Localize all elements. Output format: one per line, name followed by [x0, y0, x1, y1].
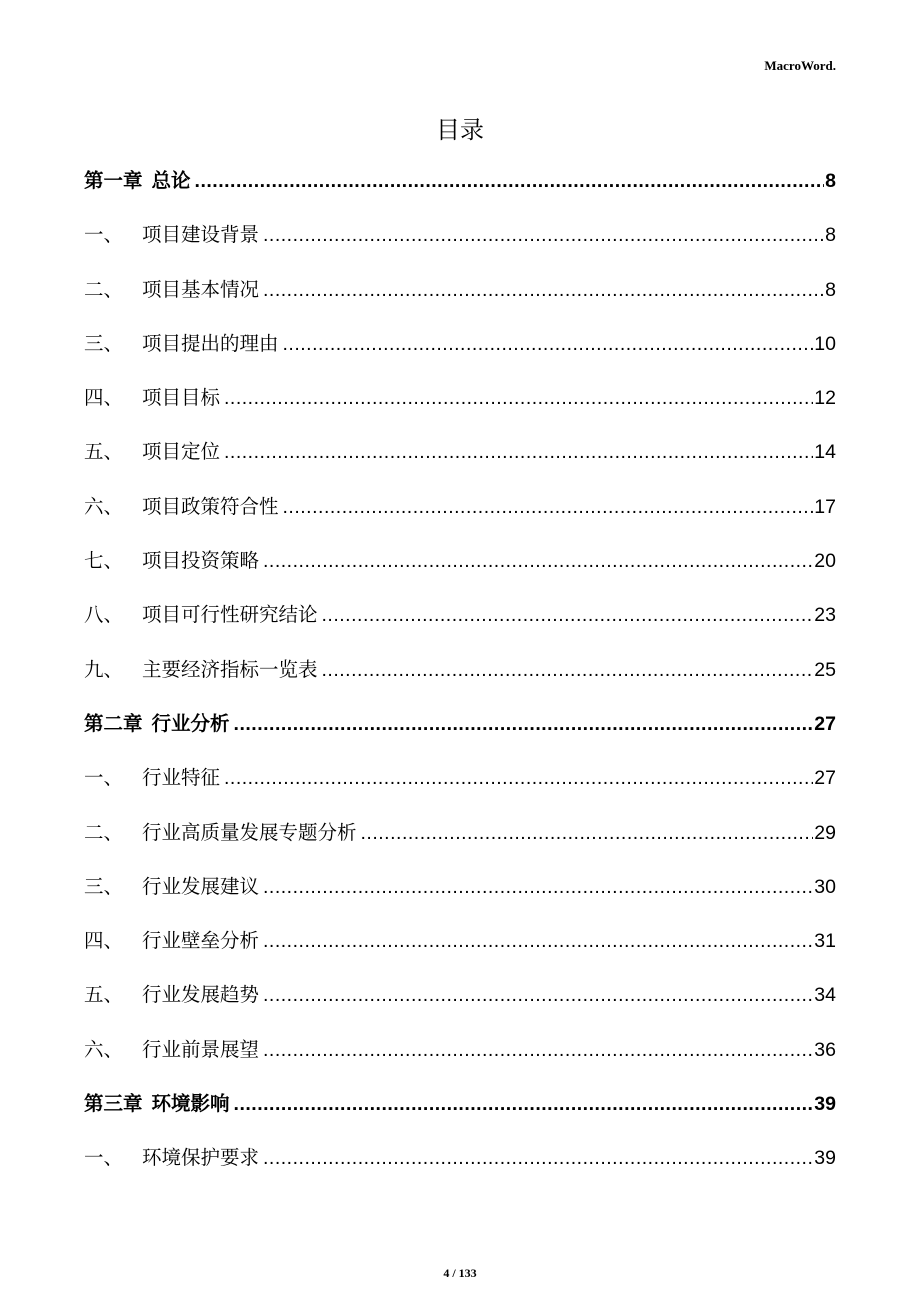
toc-entry-number: 四、 — [84, 929, 124, 953]
toc-entry-number: 一、 — [84, 766, 124, 790]
toc-section-entry[interactable] — [84, 599, 836, 653]
toc-entry-title: 行业分析 — [151, 711, 230, 735]
toc-dot-leader — [234, 713, 814, 736]
toc-section-entry[interactable] — [84, 654, 836, 708]
toc-entry-title: 行业前景展望 — [142, 1037, 260, 1061]
toc-entry-page: 23 — [814, 604, 836, 627]
toc-section-entry[interactable] — [84, 328, 836, 382]
toc-entry-title: 主要经济指标一览表 — [142, 657, 318, 681]
toc-list — [84, 165, 836, 1197]
toc-entry-page: 20 — [814, 550, 836, 573]
toc-section-entry[interactable] — [84, 871, 836, 925]
toc-entry-title: 项目投资策略 — [142, 549, 260, 573]
toc-entry-number: 一、 — [84, 1146, 124, 1170]
toc-entry-title: 总论 — [151, 169, 191, 192]
toc-section-entry[interactable] — [84, 925, 836, 979]
toc-entry-number: 六、 — [84, 494, 124, 518]
toc-entry-number: 六、 — [84, 1037, 124, 1061]
toc-entry-title: 项目政策符合性 — [142, 494, 279, 518]
toc-entry-title: 项目提出的理由 — [142, 331, 279, 355]
toc-entry-page: 8 — [825, 278, 836, 301]
toc-entry-number: 三、 — [84, 331, 124, 355]
toc-entry-page: 29 — [814, 821, 836, 844]
toc-entry-number: 第二章 — [84, 711, 143, 735]
toc-entry-page: 8 — [825, 170, 836, 192]
toc-entry-title: 行业发展建议 — [142, 874, 260, 898]
toc-dot-leader — [322, 659, 814, 682]
toc-entry-number: 五、 — [84, 983, 124, 1007]
toc-section-entry[interactable] — [84, 762, 836, 816]
toc-entry-number: 二、 — [84, 277, 124, 301]
toc-entry-page: 39 — [814, 1093, 836, 1116]
toc-section-entry[interactable] — [84, 274, 836, 328]
toc-entry-page: 12 — [814, 387, 836, 410]
toc-entry-title: 行业壁垒分析 — [142, 929, 260, 953]
toc-section-entry[interactable] — [84, 979, 836, 1033]
toc-dot-leader — [195, 170, 825, 193]
toc-entry-page: 17 — [814, 495, 836, 518]
toc-dot-leader — [263, 1147, 813, 1170]
toc-section-entry[interactable] — [84, 817, 836, 871]
header-brand: MacroWord. — [764, 58, 836, 73]
toc-section-entry[interactable] — [84, 491, 836, 545]
toc-dot-leader — [263, 224, 824, 247]
toc-entry-page: 25 — [814, 658, 836, 681]
toc-dot-leader — [224, 441, 813, 464]
toc-section-entry[interactable] — [84, 219, 836, 273]
toc-entry-page: 8 — [825, 224, 836, 247]
footer-page-indicator: 4 / 133 — [443, 1266, 477, 1280]
toc-entry-title: 项目可行性研究结论 — [142, 603, 318, 627]
toc-section-entry[interactable] — [84, 545, 836, 599]
toc-entry-page: 10 — [814, 332, 836, 355]
toc-entry-title: 行业特征 — [142, 766, 221, 790]
toc-dot-leader — [263, 550, 813, 573]
toc-chapter-entry[interactable] — [84, 708, 836, 762]
toc-entry-page: 39 — [814, 1147, 836, 1170]
toc-section-entry[interactable] — [84, 436, 836, 490]
toc-dot-leader — [361, 822, 814, 845]
toc-entry-title: 项目目标 — [142, 386, 221, 410]
toc-entry-title: 环境保护要求 — [142, 1146, 260, 1170]
toc-entry-title: 项目建设背景 — [142, 223, 260, 247]
toc-section-entry[interactable] — [84, 1034, 836, 1088]
toc-entry-number: 八、 — [84, 603, 124, 627]
toc-entry-title: 行业高质量发展专题分析 — [142, 820, 357, 844]
toc-dot-leader — [224, 387, 813, 410]
toc-title: 目录 — [436, 116, 484, 144]
toc-dot-leader — [283, 333, 814, 356]
toc-chapter-entry[interactable] — [84, 165, 836, 219]
toc-entry-page: 27 — [814, 712, 836, 735]
toc-entry-number: 第三章 — [84, 1092, 143, 1116]
toc-dot-leader — [263, 984, 813, 1007]
toc-entry-number: 二、 — [84, 820, 124, 844]
toc-entry-title: 项目基本情况 — [142, 277, 260, 301]
toc-entry-page: 14 — [814, 441, 836, 464]
toc-entry-title: 环境影响 — [151, 1092, 230, 1116]
toc-dot-leader — [263, 279, 824, 302]
toc-entry-number: 第一章 — [84, 169, 143, 192]
toc-entry-page: 34 — [814, 984, 836, 1007]
toc-entry-number: 四、 — [84, 386, 124, 410]
toc-chapter-entry[interactable] — [84, 1088, 836, 1142]
toc-dot-leader — [322, 604, 814, 627]
toc-dot-leader — [283, 496, 814, 519]
toc-entry-page: 36 — [814, 1038, 836, 1061]
toc-entry-title: 行业发展趋势 — [142, 983, 260, 1007]
toc-entry-number: 三、 — [84, 874, 124, 898]
toc-dot-leader — [224, 767, 813, 790]
toc-entry-page: 27 — [814, 767, 836, 790]
toc-entry-title: 项目定位 — [142, 440, 221, 464]
toc-entry-number: 七、 — [84, 549, 124, 573]
toc-section-entry[interactable] — [84, 1142, 836, 1196]
toc-entry-number: 九、 — [84, 657, 124, 681]
toc-dot-leader — [263, 876, 813, 899]
toc-dot-leader — [234, 1093, 814, 1116]
toc-dot-leader — [263, 930, 813, 953]
toc-entry-number: 一、 — [84, 223, 124, 247]
toc-entry-page: 31 — [814, 930, 836, 953]
toc-section-entry[interactable] — [84, 382, 836, 436]
toc-dot-leader — [263, 1039, 813, 1062]
toc-entry-number: 五、 — [84, 440, 124, 464]
toc-entry-page: 30 — [814, 875, 836, 898]
